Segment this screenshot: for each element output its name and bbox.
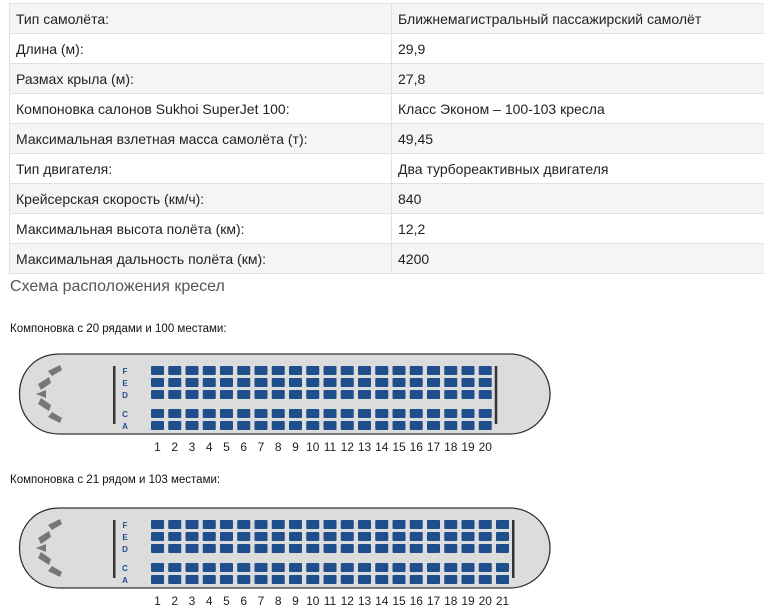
- seat-map-20-rows: [0, 346, 764, 456]
- seat[interactable]: [462, 532, 475, 541]
- seat[interactable]: [220, 532, 233, 541]
- row-number: 19: [461, 440, 475, 454]
- seat[interactable]: [410, 563, 423, 572]
- row-number: 2: [171, 594, 179, 608]
- seat[interactable]: [203, 378, 216, 387]
- row-number: 14: [375, 594, 389, 608]
- seat[interactable]: [203, 421, 216, 430]
- seat[interactable]: [444, 575, 457, 584]
- seat[interactable]: [462, 544, 475, 553]
- seat[interactable]: [375, 421, 388, 430]
- row-number: 12: [340, 440, 354, 454]
- row-number: 15: [392, 594, 406, 608]
- seat[interactable]: [427, 409, 440, 418]
- row-number: 17: [426, 594, 441, 608]
- seat[interactable]: [324, 378, 337, 387]
- seat[interactable]: [237, 563, 250, 572]
- seat[interactable]: [151, 390, 164, 399]
- seat[interactable]: [427, 563, 440, 572]
- row-number: 2: [171, 440, 179, 454]
- seat[interactable]: [462, 520, 475, 529]
- seat[interactable]: [203, 532, 216, 541]
- seat[interactable]: [462, 390, 475, 399]
- seat[interactable]: [220, 378, 233, 387]
- spec-value: 49,45: [392, 124, 764, 154]
- row-number: 5: [223, 594, 230, 608]
- seat[interactable]: [479, 520, 492, 529]
- seat[interactable]: [255, 421, 268, 430]
- seat[interactable]: [186, 544, 199, 553]
- spec-label: Длина (м):: [10, 34, 392, 64]
- seat[interactable]: [306, 421, 319, 430]
- seat[interactable]: [427, 532, 440, 541]
- seat[interactable]: [410, 520, 423, 529]
- seat[interactable]: [358, 409, 371, 418]
- seat[interactable]: [375, 544, 388, 553]
- seat[interactable]: [272, 366, 285, 375]
- seat[interactable]: [341, 544, 354, 553]
- seat[interactable]: [168, 366, 181, 375]
- rear-bulkhead: [495, 366, 498, 424]
- row-number: 13: [357, 594, 372, 608]
- seat[interactable]: [410, 544, 423, 553]
- seat[interactable]: [358, 520, 371, 529]
- seat[interactable]: [393, 532, 406, 541]
- seat[interactable]: [255, 409, 268, 418]
- seat[interactable]: [462, 366, 475, 375]
- seat[interactable]: [289, 378, 302, 387]
- seat[interactable]: [444, 378, 457, 387]
- seat[interactable]: [220, 575, 233, 584]
- spec-row: [10, 4, 764, 34]
- seat[interactable]: [410, 409, 423, 418]
- seat[interactable]: [341, 421, 354, 430]
- seat[interactable]: [306, 366, 319, 375]
- row-number: 7: [257, 440, 265, 454]
- row-number: 12: [340, 594, 354, 608]
- seat[interactable]: [255, 544, 268, 553]
- seat[interactable]: [479, 409, 492, 418]
- seat[interactable]: [237, 366, 250, 375]
- row-number: 1: [154, 440, 161, 454]
- seat[interactable]: [496, 575, 509, 584]
- seat[interactable]: [255, 378, 268, 387]
- seat[interactable]: [306, 563, 319, 572]
- seat[interactable]: [427, 575, 440, 584]
- seat[interactable]: [479, 575, 492, 584]
- seat[interactable]: [341, 409, 354, 418]
- row-number: 21: [495, 594, 510, 608]
- seat[interactable]: [358, 532, 371, 541]
- seat[interactable]: [393, 520, 406, 529]
- seat[interactable]: [324, 409, 337, 418]
- seat[interactable]: [186, 563, 199, 572]
- seat-letter: F: [122, 521, 128, 530]
- seat[interactable]: [168, 520, 181, 529]
- seat[interactable]: [289, 575, 302, 584]
- seat[interactable]: [272, 544, 285, 553]
- seat[interactable]: [410, 532, 423, 541]
- row-number: 1: [154, 594, 161, 608]
- seat[interactable]: [289, 532, 302, 541]
- row-number: 9: [292, 594, 299, 608]
- seat[interactable]: [496, 544, 509, 553]
- seat[interactable]: [393, 378, 406, 387]
- seat[interactable]: [272, 575, 285, 584]
- seat[interactable]: [324, 532, 337, 541]
- spec-label: Крейсерская скорость (км/ч):: [10, 184, 392, 214]
- seat-map-title: Схема расположения кресел: [10, 278, 225, 295]
- seat[interactable]: [272, 409, 285, 418]
- seat[interactable]: [427, 520, 440, 529]
- seat[interactable]: [479, 421, 492, 430]
- layout-caption-20-rows: Компоновка с 20 рядами и 100 местами:: [10, 323, 227, 335]
- seat[interactable]: [306, 390, 319, 399]
- seat[interactable]: [220, 390, 233, 399]
- specs-table: [9, 3, 764, 274]
- seat[interactable]: [324, 575, 337, 584]
- seat[interactable]: [427, 390, 440, 399]
- seat[interactable]: [479, 544, 492, 553]
- spec-row: [10, 184, 764, 214]
- seat[interactable]: [324, 366, 337, 375]
- row-number: 20: [478, 594, 492, 608]
- seat[interactable]: [289, 544, 302, 553]
- seat[interactable]: [375, 390, 388, 399]
- seat[interactable]: [324, 544, 337, 553]
- seat-letter: F: [122, 367, 128, 376]
- seat[interactable]: [237, 390, 250, 399]
- seat[interactable]: [237, 544, 250, 553]
- layout-caption-21-rows: Компоновка с 21 рядом и 103 местами:: [10, 474, 221, 486]
- seat[interactable]: [272, 378, 285, 387]
- seat[interactable]: [358, 390, 371, 399]
- seat[interactable]: [203, 390, 216, 399]
- seat[interactable]: [186, 378, 199, 387]
- seat-letter: D: [122, 391, 128, 400]
- seat[interactable]: [496, 532, 509, 541]
- row-number: 20: [478, 440, 492, 454]
- row-number: 14: [375, 440, 389, 454]
- seat[interactable]: [186, 520, 199, 529]
- seat[interactable]: [375, 409, 388, 418]
- seat-letter: E: [122, 379, 128, 388]
- seat[interactable]: [393, 421, 406, 430]
- front-bulkhead: [113, 366, 116, 424]
- seat[interactable]: [358, 421, 371, 430]
- seat[interactable]: [306, 409, 319, 418]
- seat[interactable]: [168, 563, 181, 572]
- seat[interactable]: [237, 409, 250, 418]
- seat[interactable]: [168, 544, 181, 553]
- spec-value: Класс Эконом – 100-103 кресла: [392, 94, 764, 124]
- seat[interactable]: [237, 575, 250, 584]
- seat[interactable]: [151, 409, 164, 418]
- spec-row: [10, 244, 764, 274]
- seat[interactable]: [444, 544, 457, 553]
- seat[interactable]: [255, 390, 268, 399]
- seat[interactable]: [289, 409, 302, 418]
- row-number: 4: [205, 594, 213, 608]
- row-number: 3: [188, 594, 196, 608]
- seat[interactable]: [375, 532, 388, 541]
- seat[interactable]: [306, 575, 319, 584]
- spec-row: [10, 124, 764, 154]
- seat[interactable]: [289, 421, 302, 430]
- seat[interactable]: [341, 532, 354, 541]
- seat[interactable]: [151, 366, 164, 375]
- seat[interactable]: [444, 563, 457, 572]
- spec-value: Два турбореактивных двигателя: [392, 154, 764, 184]
- seat[interactable]: [272, 390, 285, 399]
- seat[interactable]: [203, 409, 216, 418]
- seat[interactable]: [186, 532, 199, 541]
- seat[interactable]: [479, 532, 492, 541]
- row-number: 5: [223, 440, 230, 454]
- spec-label: Максимальная высота полёта (км):: [10, 214, 392, 244]
- seat[interactable]: [393, 575, 406, 584]
- seat[interactable]: [341, 378, 354, 387]
- seat[interactable]: [444, 366, 457, 375]
- seat[interactable]: [479, 366, 492, 375]
- seat[interactable]: [341, 366, 354, 375]
- seat[interactable]: [203, 366, 216, 375]
- spec-label: Тип двигателя:: [10, 154, 392, 184]
- seat[interactable]: [444, 390, 457, 399]
- seat[interactable]: [237, 532, 250, 541]
- seat[interactable]: [324, 390, 337, 399]
- seat[interactable]: [479, 563, 492, 572]
- row-number: 6: [240, 594, 248, 608]
- spec-label: Размах крыла (м):: [10, 64, 392, 94]
- row-number: 15: [392, 440, 406, 454]
- row-number: 9: [292, 440, 299, 454]
- seat[interactable]: [255, 563, 268, 572]
- seat[interactable]: [444, 520, 457, 529]
- seat[interactable]: [324, 563, 337, 572]
- seat[interactable]: [410, 421, 423, 430]
- seat[interactable]: [186, 409, 199, 418]
- seat[interactable]: [168, 575, 181, 584]
- seat[interactable]: [358, 544, 371, 553]
- spec-label: Компоновка салонов Sukhoi SuperJet 100:: [10, 94, 392, 124]
- seat-letter: C: [122, 410, 128, 419]
- seat[interactable]: [186, 575, 199, 584]
- seat[interactable]: [444, 532, 457, 541]
- rear-bulkhead: [512, 520, 515, 578]
- seat[interactable]: [255, 520, 268, 529]
- seat[interactable]: [220, 563, 233, 572]
- seat[interactable]: [203, 575, 216, 584]
- seat[interactable]: [410, 366, 423, 375]
- seat[interactable]: [151, 532, 164, 541]
- seat[interactable]: [393, 563, 406, 572]
- seat[interactable]: [151, 421, 164, 430]
- seat[interactable]: [289, 390, 302, 399]
- seat[interactable]: [444, 409, 457, 418]
- row-number: 13: [357, 440, 372, 454]
- seat[interactable]: [375, 378, 388, 387]
- row-number: 17: [426, 440, 441, 454]
- front-bulkhead: [113, 520, 116, 578]
- seat[interactable]: [186, 366, 199, 375]
- seat[interactable]: [255, 366, 268, 375]
- seat[interactable]: [324, 520, 337, 529]
- seat-letter: A: [122, 576, 128, 585]
- seat[interactable]: [324, 421, 337, 430]
- row-number: 18: [444, 440, 458, 454]
- seat[interactable]: [427, 378, 440, 387]
- seat-map-21-rows: [0, 500, 764, 610]
- seat[interactable]: [427, 421, 440, 430]
- spec-row: [10, 34, 764, 64]
- seat[interactable]: [496, 563, 509, 572]
- seat[interactable]: [393, 409, 406, 418]
- seat[interactable]: [462, 563, 475, 572]
- row-number: 10: [306, 594, 320, 608]
- row-number: 8: [274, 594, 282, 608]
- spec-value: 4200: [392, 244, 764, 274]
- seat-letter: A: [122, 422, 128, 431]
- seat[interactable]: [358, 575, 371, 584]
- seat[interactable]: [220, 366, 233, 375]
- seat[interactable]: [168, 532, 181, 541]
- seat[interactable]: [444, 421, 457, 430]
- spec-label: Максимальная дальность полёта (км):: [10, 244, 392, 274]
- seat[interactable]: [306, 378, 319, 387]
- row-number: 10: [306, 440, 320, 454]
- row-number: 8: [274, 440, 282, 454]
- row-number: 6: [240, 440, 248, 454]
- seat[interactable]: [462, 378, 475, 387]
- spec-label: Тип самолёта:: [10, 4, 392, 34]
- row-number: 4: [205, 440, 213, 454]
- seat[interactable]: [151, 544, 164, 553]
- row-number: 7: [257, 594, 265, 608]
- seat[interactable]: [341, 390, 354, 399]
- seat[interactable]: [255, 575, 268, 584]
- seat[interactable]: [203, 563, 216, 572]
- seat[interactable]: [151, 520, 164, 529]
- seat[interactable]: [168, 390, 181, 399]
- seat[interactable]: [272, 563, 285, 572]
- seat-letter: E: [122, 533, 128, 542]
- spec-row: [10, 154, 764, 184]
- seat[interactable]: [151, 563, 164, 572]
- spec-label: Максимальная взлетная масса самолёта (т):: [10, 124, 392, 154]
- seat[interactable]: [306, 544, 319, 553]
- row-number: 3: [188, 440, 196, 454]
- seat[interactable]: [272, 520, 285, 529]
- seat[interactable]: [289, 563, 302, 572]
- seat[interactable]: [393, 544, 406, 553]
- spec-row: [10, 94, 764, 124]
- spec-value: 29,9: [392, 34, 764, 64]
- seat[interactable]: [393, 366, 406, 375]
- seat[interactable]: [358, 563, 371, 572]
- seat[interactable]: [237, 421, 250, 430]
- seat[interactable]: [479, 390, 492, 399]
- row-number: 16: [409, 440, 423, 454]
- seat[interactable]: [203, 520, 216, 529]
- seat-letter: D: [122, 545, 128, 554]
- seat[interactable]: [186, 421, 199, 430]
- seat[interactable]: [151, 378, 164, 387]
- seat[interactable]: [375, 520, 388, 529]
- seat[interactable]: [375, 366, 388, 375]
- seat[interactable]: [237, 520, 250, 529]
- seat[interactable]: [168, 421, 181, 430]
- seat[interactable]: [479, 378, 492, 387]
- seat[interactable]: [272, 532, 285, 541]
- seat[interactable]: [220, 409, 233, 418]
- row-number: 11: [323, 440, 337, 454]
- spec-value: Ближнемагистральный пассажирский самолёт: [392, 4, 764, 34]
- spec-value: 840: [392, 184, 764, 214]
- row-number: 11: [323, 594, 337, 608]
- seat[interactable]: [220, 421, 233, 430]
- seat[interactable]: [358, 378, 371, 387]
- seat[interactable]: [168, 378, 181, 387]
- seat[interactable]: [306, 532, 319, 541]
- seat[interactable]: [462, 409, 475, 418]
- seat[interactable]: [272, 421, 285, 430]
- seat[interactable]: [341, 563, 354, 572]
- seat[interactable]: [237, 378, 250, 387]
- seat[interactable]: [255, 532, 268, 541]
- seat[interactable]: [410, 378, 423, 387]
- seat[interactable]: [203, 544, 216, 553]
- seat[interactable]: [168, 409, 181, 418]
- seat[interactable]: [375, 575, 388, 584]
- seat[interactable]: [496, 520, 509, 529]
- seat[interactable]: [289, 366, 302, 375]
- spec-value: 27,8: [392, 64, 764, 94]
- spec-value: 12,2: [392, 214, 764, 244]
- row-number: 18: [444, 594, 458, 608]
- seat[interactable]: [220, 544, 233, 553]
- seat[interactable]: [393, 390, 406, 399]
- seat[interactable]: [306, 520, 319, 529]
- row-number: 19: [461, 594, 475, 608]
- seat[interactable]: [341, 520, 354, 529]
- seat-letter: C: [122, 564, 128, 573]
- row-number: 16: [409, 594, 423, 608]
- seat[interactable]: [341, 575, 354, 584]
- seat[interactable]: [427, 544, 440, 553]
- seat[interactable]: [358, 366, 371, 375]
- seat[interactable]: [375, 563, 388, 572]
- spec-row: [10, 214, 764, 244]
- seat[interactable]: [186, 390, 199, 399]
- seat[interactable]: [151, 575, 164, 584]
- seat[interactable]: [410, 575, 423, 584]
- seat[interactable]: [410, 390, 423, 399]
- seat[interactable]: [462, 421, 475, 430]
- seat[interactable]: [427, 366, 440, 375]
- seat[interactable]: [220, 520, 233, 529]
- seat[interactable]: [289, 520, 302, 529]
- seat[interactable]: [462, 575, 475, 584]
- spec-row: [10, 64, 764, 94]
